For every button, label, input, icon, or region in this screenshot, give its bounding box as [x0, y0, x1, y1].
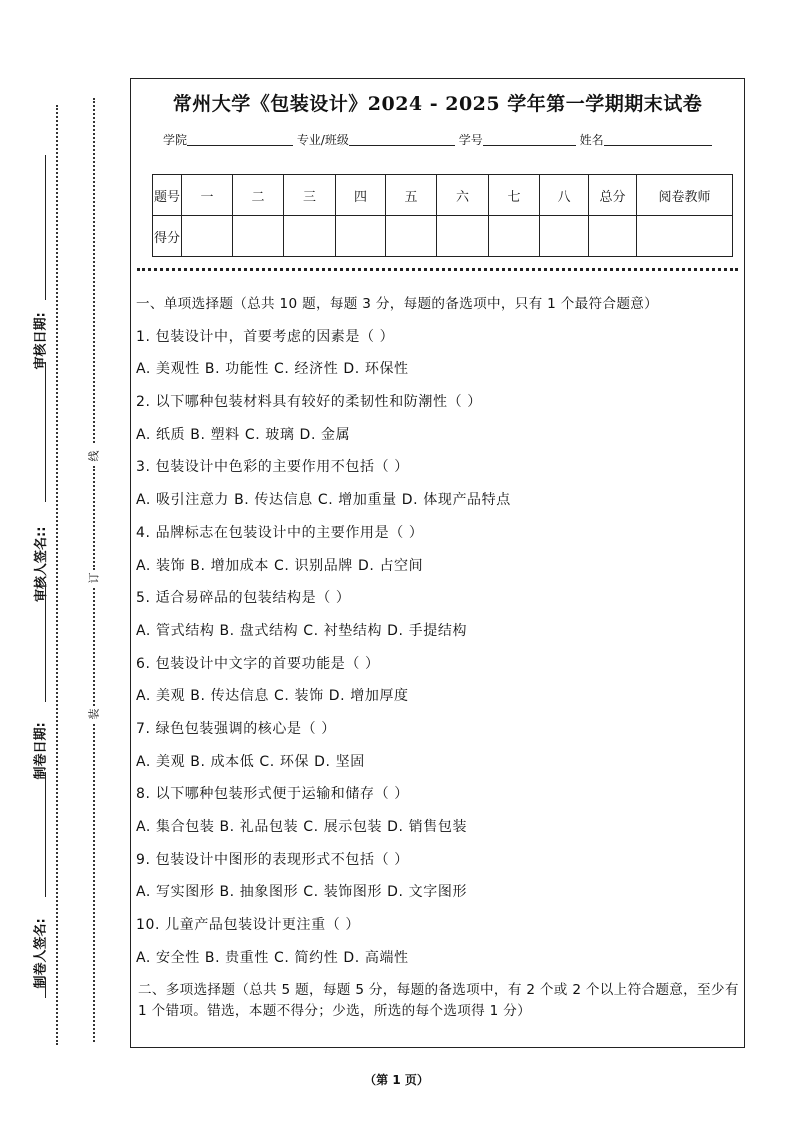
options-1: A. 美观性 B. 功能性 C. 经济性 D. 环保性 [136, 361, 409, 378]
score-table [152, 174, 733, 257]
header-cell: 题号 [153, 175, 182, 216]
score-table-header-row [153, 175, 733, 216]
question-9: 9. 包装设计中图形的表现形式不包括（ ） [136, 851, 409, 868]
options-4: A. 装饰 B. 增加成本 C. 识别品牌 D. 占空间 [136, 557, 424, 574]
name-field[interactable] [604, 133, 712, 146]
score-table-score-row [153, 216, 733, 257]
cut-line-segment-2 [93, 466, 95, 570]
exam-content [136, 294, 742, 1022]
reviewer-sign-label: 审核人签名:: [34, 526, 49, 602]
header-cell: 六 [437, 175, 489, 216]
cut-mark-line: 线 [87, 450, 101, 462]
options-3: A. 吸引注意力 B. 传达信息 C. 增加重量 D. 体现产品特点 [136, 492, 511, 509]
options-9: A. 写实图形 B. 抽象图形 C. 装饰图形 D. 文字图形 [136, 884, 468, 901]
question-6: 6. 包装设计中文字的首要功能是（ ） [136, 655, 380, 672]
score-cell[interactable] [386, 216, 437, 257]
signature-line-1 [45, 155, 46, 300]
header-cell: 四 [336, 175, 386, 216]
college-field[interactable] [187, 133, 293, 146]
cut-mark-fold: 装 [87, 708, 101, 720]
options-7: A. 美观 B. 成本低 C. 环保 D. 坚固 [136, 753, 365, 770]
header-cell: 二 [233, 175, 284, 216]
header-cell: 总分 [589, 175, 637, 216]
question-8: 8. 以下哪种包装形式便于运输和储存（ ） [136, 786, 409, 803]
options-5: A. 管式结构 B. 盘式结构 C. 衬垫结构 D. 手提结构 [136, 622, 468, 639]
question-2: 2. 以下哪种包装材料具有较好的柔韧性和防潮性（ ） [136, 394, 482, 411]
signature-line-4 [45, 772, 46, 897]
question-1: 1. 包装设计中，首要考虑的因素是（ ） [136, 328, 395, 345]
score-cell[interactable] [637, 216, 733, 257]
header-cell: 七 [489, 175, 540, 216]
score-cell[interactable] [437, 216, 489, 257]
score-cell[interactable] [489, 216, 540, 257]
dotted-separator [137, 268, 738, 271]
name-label: 姓名 [579, 133, 604, 147]
major-class-label: 专业/班级 [296, 133, 349, 147]
signature-line-2 [45, 362, 46, 502]
score-label-cell: 得分 [153, 216, 182, 257]
question-3: 3. 包装设计中色彩的主要作用不包括（ ） [136, 459, 409, 476]
signature-line-5 [45, 978, 46, 998]
options-6: A. 美观 B. 传达信息 C. 装饰 D. 增加厚度 [136, 688, 409, 705]
question-10: 10. 儿童产品包装设计更注重（ ） [136, 917, 360, 934]
dotted-line-left [56, 105, 58, 1045]
cut-mark-bind: 订 [87, 572, 101, 584]
page-number: （第 1 页） [364, 1073, 429, 1087]
section1-heading: 一、单项选择题（总共 10 题，每题 3 分，每题的备选项中，只有 1 个最符合题意） [136, 296, 659, 312]
score-cell[interactable] [589, 216, 637, 257]
college-label: 学院 [163, 133, 188, 147]
signature-line-3 [45, 582, 46, 702]
make-date-label: 制卷日期: [33, 722, 49, 780]
student-info [163, 131, 712, 148]
header-cell: 三 [284, 175, 336, 216]
student-id-field[interactable] [483, 133, 576, 146]
header-cell: 五 [386, 175, 437, 216]
score-cell[interactable] [284, 216, 336, 257]
section2-heading: 二、多项选择题（总共 5 题，每题 5 分，每题的备选项中，有 2 个或 2 个以上符合题意，至少有 1 个错项。错选，本题不得分；少选，所选的每个选项得 1 分） [138, 982, 739, 1020]
question-7: 7. 绿色包装强调的核心是（ ） [136, 720, 336, 737]
question-5: 5. 适合易碎品的包装结构是（ ） [136, 590, 351, 607]
header-cell: 阅卷教师 [637, 175, 733, 216]
options-8: A. 集合包装 B. 礼品包装 C. 展示包装 D. 销售包装 [136, 819, 468, 835]
question-4: 4. 品牌标志在包装设计中的主要作用是（ ） [136, 524, 424, 541]
cut-line-segment-1 [93, 98, 95, 443]
score-cell[interactable] [336, 216, 386, 257]
cut-line-segment-3 [93, 588, 95, 706]
options-2: A. 纸质 B. 塑料 C. 玻璃 D. 金属 [136, 426, 351, 443]
exam-frame [130, 78, 745, 1048]
major-class-field[interactable] [349, 133, 455, 146]
cut-line-segment-4 [93, 724, 95, 1042]
header-cell: 八 [540, 175, 589, 216]
options-10: A. 安全性 B. 贵重性 C. 简约性 D. 高端性 [136, 949, 409, 966]
exam-title: 常州大学《包装设计》2024 - 2025 学年第一学期期末试卷 [172, 93, 703, 115]
student-id-label: 学号 [458, 133, 483, 147]
header-cell: 一 [182, 175, 233, 216]
maker-sign-label: 制卷人签名: [33, 918, 49, 989]
score-cell[interactable] [540, 216, 589, 257]
review-date-label: 审核日期: [33, 312, 49, 370]
score-cell[interactable] [233, 216, 284, 257]
score-cell[interactable] [182, 216, 233, 257]
